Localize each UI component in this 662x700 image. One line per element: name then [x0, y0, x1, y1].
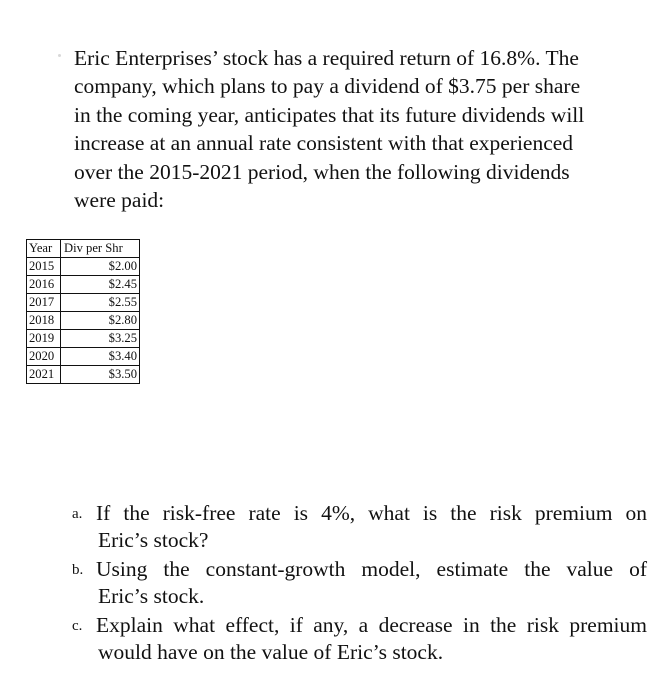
dividend-cell: $2.45: [61, 276, 140, 294]
table-row: [27, 276, 140, 294]
question-label: a.: [72, 506, 83, 522]
question-list: [72, 500, 647, 667]
statement-line: over the 2015-2021 period, when the following dividends: [74, 159, 570, 184]
statement-line: were paid:: [74, 188, 165, 213]
question-text: Eric’s stock?: [98, 528, 209, 553]
dividend-cell: $3.25: [61, 330, 140, 348]
year-cell: 2017: [27, 294, 61, 312]
question-a: [72, 500, 647, 555]
table-header-row: [27, 240, 140, 258]
question-text: would have on the value of Eric’s stock.: [98, 640, 444, 665]
dividend-cell: $2.55: [61, 294, 140, 312]
dividend-cell: $2.80: [61, 312, 140, 330]
dividend-cell: $2.00: [61, 258, 140, 276]
question-text: Explain what effect, if any, a decrease in the risk premium: [96, 612, 647, 637]
question-label: b.: [72, 561, 84, 578]
question-c: [72, 612, 647, 667]
table-row: [27, 312, 140, 330]
question-label: c.: [72, 617, 83, 634]
question-b: [72, 556, 647, 611]
table-row: [27, 366, 140, 384]
statement-line: increase at an annual rate consistent with that experienced: [74, 131, 574, 156]
year-cell: 2016: [27, 276, 61, 294]
statement-line: in the coming year, anticipates that its future dividends will: [74, 102, 585, 127]
year-cell: 2021: [27, 366, 61, 384]
header-div-per-share: Div per Shr: [61, 240, 140, 258]
header-year: Year: [27, 240, 61, 258]
table-row: [27, 330, 140, 348]
problem-statement: [74, 44, 644, 214]
table-row: [27, 294, 140, 312]
year-cell: 2018: [27, 312, 61, 330]
dividend-table: [26, 239, 140, 384]
dividend-cell: $3.50: [61, 366, 140, 384]
question-text: Eric’s stock.: [98, 584, 205, 609]
table-row: [27, 348, 140, 366]
year-cell: 2020: [27, 348, 61, 366]
table-row: [27, 258, 140, 276]
dividend-cell: $3.40: [61, 348, 140, 366]
year-cell: 2019: [27, 330, 61, 348]
question-text: Using the constant-growth model, estimate the value of: [96, 556, 647, 581]
year-cell: 2015: [27, 258, 61, 276]
statement-line: company, which plans to pay a dividend of $3.75 per share: [74, 74, 581, 99]
statement-line: Eric Enterprises’ stock has a required return of 16.8%. The: [74, 46, 579, 70]
faint-dot: [58, 54, 61, 57]
question-text: If the risk-free rate is 4%, what is the risk premium on: [96, 501, 647, 525]
